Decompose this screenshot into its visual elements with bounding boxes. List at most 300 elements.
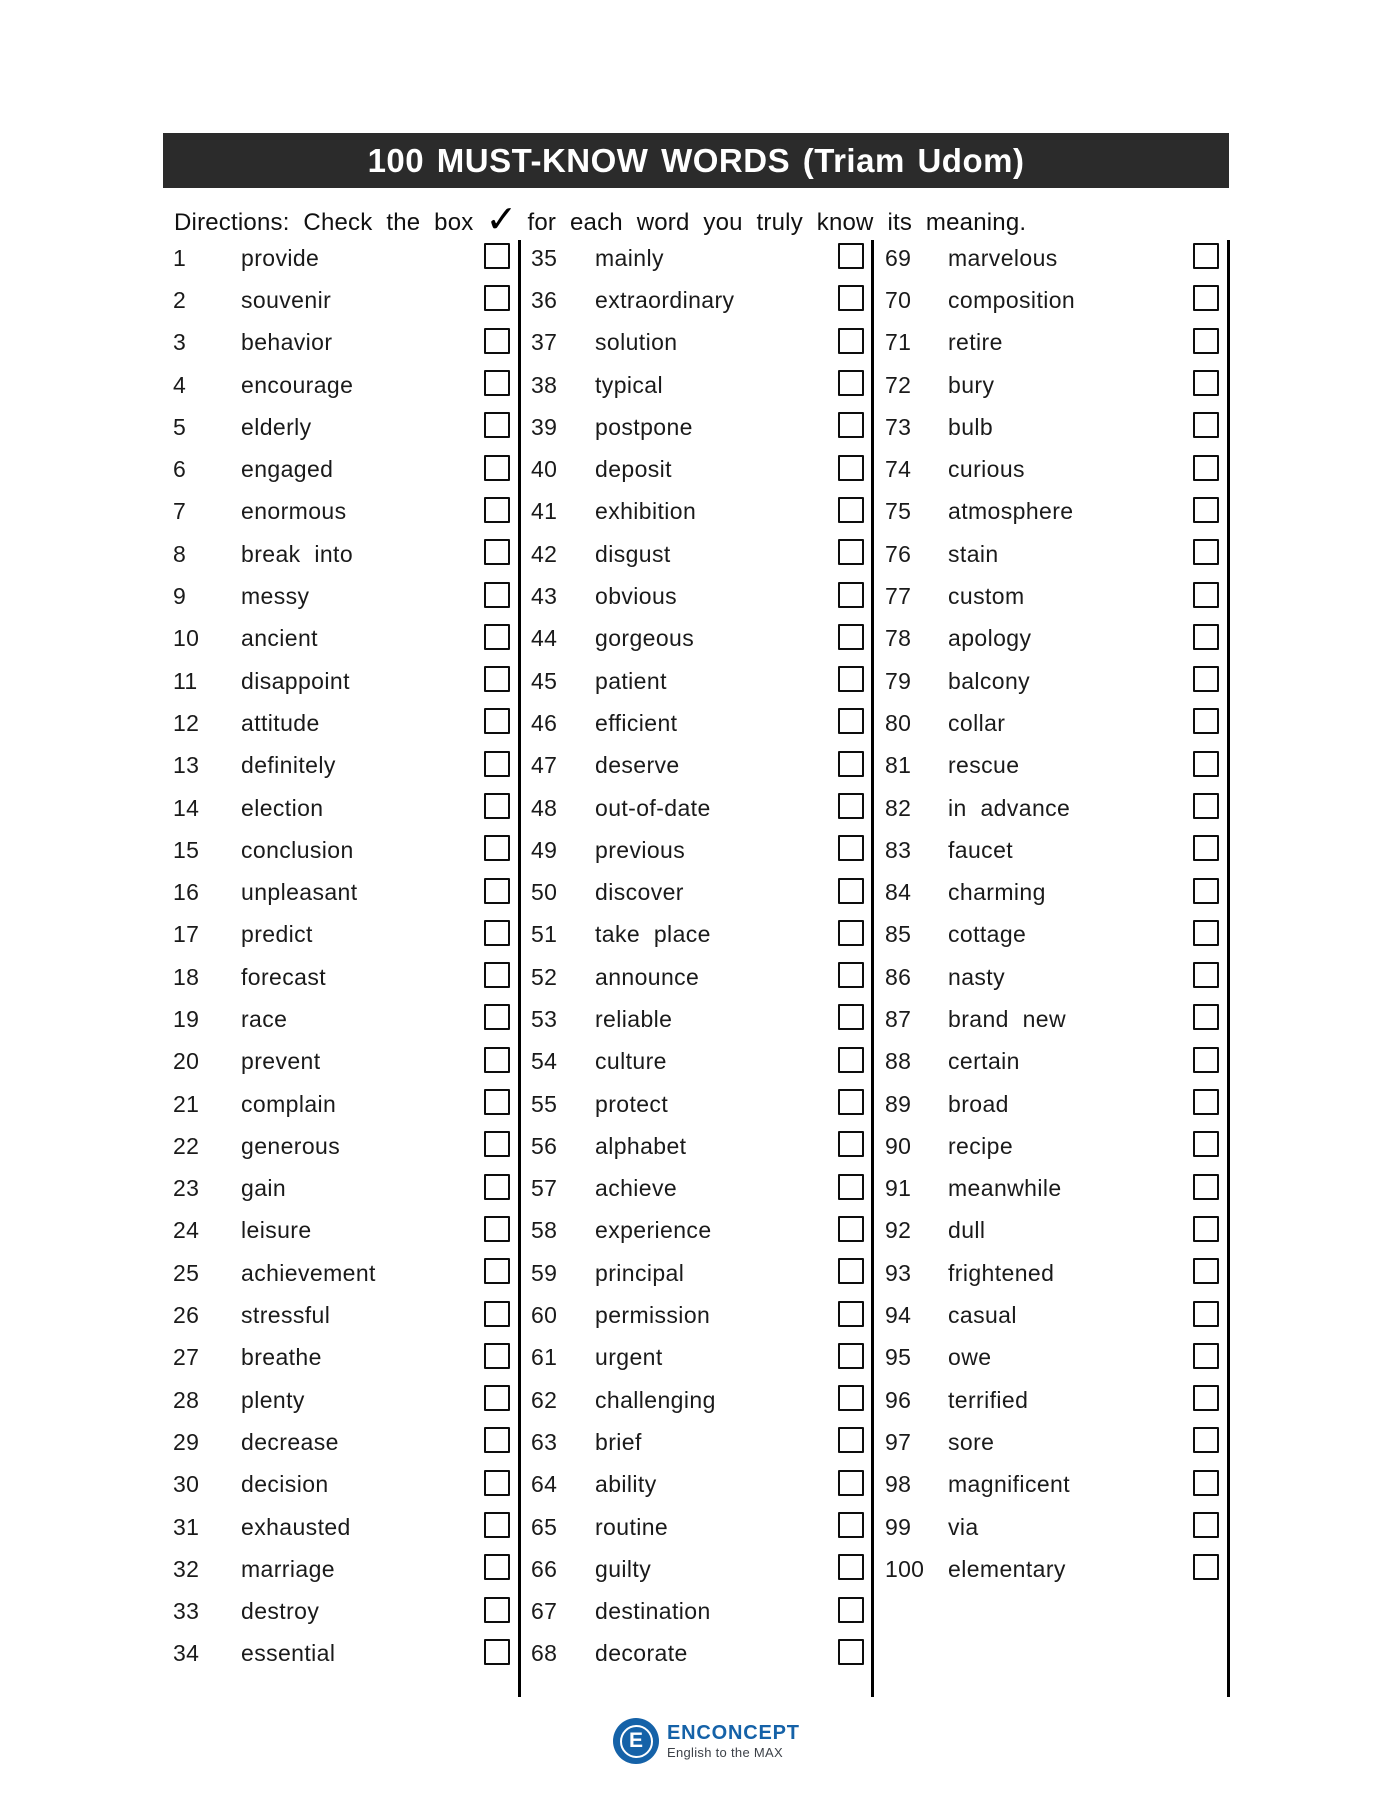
word-column-3 (885, 237, 1219, 1591)
word-checkbox[interactable] (838, 1047, 864, 1073)
word-row (173, 491, 510, 533)
word-number: 98 (885, 1471, 912, 1498)
word-label: deserve (595, 752, 680, 779)
word-label: recipe (948, 1132, 1014, 1159)
word-checkbox[interactable] (484, 1216, 510, 1242)
word-label: souvenir (241, 286, 332, 313)
word-number: 30 (173, 1471, 200, 1498)
word-number: 42 (531, 540, 558, 567)
word-row (173, 1421, 510, 1463)
word-row (173, 914, 510, 956)
word-checkbox[interactable] (1193, 1216, 1219, 1242)
word-label: ability (595, 1471, 657, 1498)
word-row (531, 1252, 864, 1294)
word-checkbox[interactable] (484, 1004, 510, 1030)
word-label: breathe (241, 1344, 322, 1371)
word-checkbox[interactable] (838, 1639, 864, 1665)
word-checkbox[interactable] (484, 370, 510, 396)
word-row (531, 829, 864, 871)
word-checkbox[interactable] (838, 835, 864, 861)
word-number: 27 (173, 1344, 200, 1371)
word-checkbox[interactable] (484, 835, 510, 861)
word-checkbox[interactable] (484, 1639, 510, 1665)
word-checkbox[interactable] (838, 1554, 864, 1580)
word-label: routine (595, 1513, 669, 1540)
word-row (531, 491, 864, 533)
word-number: 49 (531, 836, 558, 863)
word-row (885, 787, 1219, 829)
word-checkbox[interactable] (1193, 751, 1219, 777)
word-checkbox[interactable] (838, 1004, 864, 1030)
word-label: in advance (948, 794, 1071, 821)
word-label: conclusion (241, 836, 354, 863)
word-row (885, 448, 1219, 490)
enconcept-logo (613, 1718, 800, 1764)
word-label: announce (595, 963, 700, 990)
word-label: disgust (595, 540, 671, 567)
word-row (885, 1337, 1219, 1379)
word-number: 3 (173, 329, 187, 356)
word-checkbox[interactable] (1193, 243, 1219, 269)
word-row (531, 279, 864, 321)
word-number: 32 (173, 1555, 200, 1582)
word-checkbox[interactable] (1193, 1427, 1219, 1453)
word-checkbox[interactable] (838, 1427, 864, 1453)
word-checkbox[interactable] (838, 582, 864, 608)
word-number: 29 (173, 1428, 200, 1455)
word-row (885, 1548, 1219, 1590)
word-label: prevent (241, 1048, 321, 1075)
word-row (531, 787, 864, 829)
word-checkbox[interactable] (484, 624, 510, 650)
word-label: destroy (241, 1598, 320, 1625)
word-row (173, 448, 510, 490)
word-number: 77 (885, 583, 912, 610)
word-row (885, 322, 1219, 364)
word-number: 23 (173, 1175, 200, 1202)
word-number: 72 (885, 371, 912, 398)
word-number: 74 (885, 456, 912, 483)
word-checkbox[interactable] (484, 962, 510, 988)
word-checkbox[interactable] (484, 1174, 510, 1200)
word-row (173, 1168, 510, 1210)
word-checkbox[interactable] (838, 624, 864, 650)
word-checkbox[interactable] (1193, 1174, 1219, 1200)
word-number: 55 (531, 1090, 558, 1117)
word-number: 43 (531, 583, 558, 610)
word-number: 67 (531, 1598, 558, 1625)
word-checkbox[interactable] (1193, 412, 1219, 438)
word-number: 41 (531, 498, 558, 525)
word-checkbox[interactable] (1193, 1385, 1219, 1411)
word-row (173, 1506, 510, 1548)
word-checkbox[interactable] (838, 1258, 864, 1284)
word-checkbox[interactable] (1193, 370, 1219, 396)
word-number: 75 (885, 498, 912, 525)
word-checkbox[interactable] (484, 1047, 510, 1073)
word-checkbox[interactable] (484, 455, 510, 481)
word-row (885, 237, 1219, 279)
word-checkbox[interactable] (484, 1089, 510, 1115)
word-label: rescue (948, 752, 1020, 779)
word-label: bulb (948, 413, 994, 440)
word-checkbox[interactable] (484, 666, 510, 692)
word-checkbox[interactable] (484, 793, 510, 819)
word-number: 71 (885, 329, 912, 356)
word-label: sore (948, 1428, 995, 1455)
word-row (531, 998, 864, 1040)
word-row (885, 956, 1219, 998)
word-number: 52 (531, 963, 558, 990)
word-checkbox[interactable] (484, 1470, 510, 1496)
word-number: 54 (531, 1048, 558, 1075)
word-number: 21 (173, 1090, 200, 1117)
word-row (173, 279, 510, 321)
word-checkbox[interactable] (484, 1554, 510, 1580)
word-row (173, 575, 510, 617)
word-label: mainly (595, 244, 664, 271)
word-number: 11 (173, 667, 198, 694)
word-number: 48 (531, 794, 558, 821)
word-number: 65 (531, 1513, 558, 1540)
word-checkbox[interactable] (1193, 497, 1219, 523)
word-row (173, 1210, 510, 1252)
word-row (885, 871, 1219, 913)
word-checkbox[interactable] (484, 497, 510, 523)
word-row (173, 829, 510, 871)
word-label: deposit (595, 456, 672, 483)
word-number: 79 (885, 667, 912, 694)
word-checkbox[interactable] (484, 1385, 510, 1411)
word-row (885, 702, 1219, 744)
word-checkbox[interactable] (1193, 1554, 1219, 1580)
word-label: plenty (241, 1386, 305, 1413)
enconcept-tagline: English to the MAX (667, 1744, 783, 1760)
word-checkbox[interactable] (838, 1385, 864, 1411)
word-label: decorate (595, 1640, 688, 1667)
word-row (173, 533, 510, 575)
word-label: stain (948, 540, 999, 567)
word-number: 13 (173, 752, 200, 779)
word-row (885, 491, 1219, 533)
word-number: 36 (531, 286, 558, 313)
word-checkbox[interactable] (1193, 666, 1219, 692)
word-checkbox[interactable] (838, 920, 864, 946)
word-number: 68 (531, 1640, 558, 1667)
word-checkbox[interactable] (1193, 624, 1219, 650)
word-checkbox[interactable] (838, 243, 864, 269)
word-label: nasty (948, 963, 1005, 990)
word-column-2 (531, 237, 864, 1675)
word-label: solution (595, 329, 678, 356)
word-row (885, 1041, 1219, 1083)
word-checkbox[interactable] (484, 1597, 510, 1623)
word-number: 12 (173, 709, 200, 736)
word-label: forecast (241, 963, 327, 990)
word-label: enormous (241, 498, 347, 525)
word-number: 90 (885, 1132, 912, 1159)
word-number: 93 (885, 1259, 912, 1286)
word-row (885, 1168, 1219, 1210)
word-number: 62 (531, 1386, 558, 1413)
word-label: efficient (595, 709, 678, 736)
word-row (885, 364, 1219, 406)
word-number: 95 (885, 1344, 912, 1371)
word-row (885, 1464, 1219, 1506)
word-checkbox[interactable] (1193, 1343, 1219, 1369)
word-checkbox[interactable] (1193, 793, 1219, 819)
word-row (531, 956, 864, 998)
word-row (885, 660, 1219, 702)
word-checkbox[interactable] (1193, 285, 1219, 311)
word-label: definitely (241, 752, 336, 779)
word-label: dull (948, 1217, 986, 1244)
word-checkbox[interactable] (1193, 920, 1219, 946)
enconcept-brand-name: ENCONCEPT (667, 1721, 800, 1744)
word-checkbox[interactable] (838, 962, 864, 988)
word-checkbox[interactable] (838, 708, 864, 734)
word-row (531, 1210, 864, 1252)
word-checkbox[interactable] (838, 1216, 864, 1242)
word-label: reliable (595, 1005, 673, 1032)
word-checkbox[interactable] (484, 920, 510, 946)
word-checkbox[interactable] (838, 878, 864, 904)
word-checkbox[interactable] (484, 582, 510, 608)
word-row (173, 1591, 510, 1633)
word-label: postpone (595, 413, 693, 440)
word-checkbox[interactable] (838, 1301, 864, 1327)
word-checkbox[interactable] (838, 793, 864, 819)
column-divider (518, 240, 521, 1697)
word-number: 47 (531, 752, 558, 779)
word-row (531, 1337, 864, 1379)
word-checkbox[interactable] (1193, 708, 1219, 734)
word-number: 50 (531, 879, 558, 906)
word-row (173, 956, 510, 998)
word-row (885, 279, 1219, 321)
word-row (531, 871, 864, 913)
word-checkbox[interactable] (1193, 1089, 1219, 1115)
word-checkbox[interactable] (838, 455, 864, 481)
word-checkbox[interactable] (838, 1174, 864, 1200)
word-label: complain (241, 1090, 337, 1117)
word-label: principal (595, 1259, 685, 1286)
word-label: exhausted (241, 1513, 351, 1540)
word-label: brand new (948, 1005, 1067, 1032)
word-row (173, 702, 510, 744)
word-row (531, 448, 864, 490)
word-checkbox[interactable] (484, 539, 510, 565)
word-row (173, 1548, 510, 1590)
word-label: patient (595, 667, 667, 694)
word-number: 70 (885, 286, 912, 313)
word-label: broad (948, 1090, 1009, 1117)
word-label: stressful (241, 1302, 331, 1329)
word-checkbox[interactable] (838, 1470, 864, 1496)
word-number: 63 (531, 1428, 558, 1455)
word-row (885, 1379, 1219, 1421)
word-number: 83 (885, 836, 912, 863)
word-row (531, 533, 864, 575)
word-checkbox[interactable] (1193, 455, 1219, 481)
word-number: 28 (173, 1386, 200, 1413)
word-number: 87 (885, 1005, 912, 1032)
word-checkbox[interactable] (484, 285, 510, 311)
word-label: break into (241, 540, 354, 567)
word-number: 61 (531, 1344, 558, 1371)
word-label: messy (241, 583, 310, 610)
word-checkbox[interactable] (838, 1089, 864, 1115)
word-checkbox[interactable] (484, 708, 510, 734)
word-label: challenging (595, 1386, 716, 1413)
word-row (531, 1041, 864, 1083)
word-checkbox[interactable] (838, 1343, 864, 1369)
word-column-1 (173, 237, 510, 1675)
word-row (885, 1294, 1219, 1336)
word-row (885, 914, 1219, 956)
word-row (173, 364, 510, 406)
word-checkbox[interactable] (838, 370, 864, 396)
word-checkbox[interactable] (484, 1301, 510, 1327)
word-number: 39 (531, 413, 558, 440)
word-checkbox[interactable] (838, 1512, 864, 1538)
word-row (173, 1125, 510, 1167)
word-row (173, 1379, 510, 1421)
word-number: 57 (531, 1175, 558, 1202)
word-number: 4 (173, 371, 187, 398)
word-label: frightened (948, 1259, 1055, 1286)
word-row (173, 1337, 510, 1379)
word-number: 19 (173, 1005, 200, 1032)
word-checkbox[interactable] (838, 539, 864, 565)
word-row (885, 406, 1219, 448)
word-row (173, 237, 510, 279)
word-row (531, 237, 864, 279)
word-number: 45 (531, 667, 558, 694)
word-checkbox[interactable] (1193, 878, 1219, 904)
word-label: terrified (948, 1386, 1029, 1413)
word-number: 7 (173, 498, 187, 525)
word-checkbox[interactable] (1193, 1258, 1219, 1284)
word-label: achievement (241, 1259, 376, 1286)
word-checkbox[interactable] (1193, 835, 1219, 861)
word-checkbox[interactable] (484, 878, 510, 904)
column-divider (1227, 240, 1230, 1697)
word-checkbox[interactable] (838, 328, 864, 354)
word-row (885, 829, 1219, 871)
word-row (531, 1464, 864, 1506)
word-label: guilty (595, 1555, 652, 1582)
word-checkbox[interactable] (838, 497, 864, 523)
word-checkbox[interactable] (484, 1343, 510, 1369)
word-label: discover (595, 879, 684, 906)
word-checkbox[interactable] (1193, 1512, 1219, 1538)
word-checkbox[interactable] (484, 1512, 510, 1538)
word-checkbox[interactable] (1193, 1004, 1219, 1030)
directions-text-before: Directions: Check the box (174, 208, 474, 236)
word-row (531, 745, 864, 787)
word-number: 31 (173, 1513, 200, 1540)
word-checkbox[interactable] (838, 1131, 864, 1157)
word-label: typical (595, 371, 663, 398)
word-label: curious (948, 456, 1025, 483)
word-number: 18 (173, 963, 200, 990)
word-label: exhibition (595, 498, 697, 525)
word-number: 34 (173, 1640, 200, 1667)
word-checkbox[interactable] (484, 328, 510, 354)
word-row (531, 914, 864, 956)
word-number: 91 (885, 1175, 912, 1202)
word-number: 46 (531, 709, 558, 736)
word-number: 17 (173, 921, 200, 948)
word-checkbox[interactable] (838, 666, 864, 692)
word-row (173, 1083, 510, 1125)
word-label: cottage (948, 921, 1027, 948)
word-checkbox[interactable] (484, 751, 510, 777)
word-row (173, 1633, 510, 1675)
word-checkbox[interactable] (1193, 1047, 1219, 1073)
word-checkbox[interactable] (1193, 962, 1219, 988)
word-checkbox[interactable] (484, 1258, 510, 1284)
word-number: 81 (885, 752, 912, 779)
word-row (531, 660, 864, 702)
word-checkbox[interactable] (484, 1131, 510, 1157)
word-checkbox[interactable] (838, 285, 864, 311)
word-number: 6 (173, 456, 187, 483)
word-number: 73 (885, 413, 912, 440)
word-checkbox[interactable] (484, 412, 510, 438)
word-number: 53 (531, 1005, 558, 1032)
word-number: 66 (531, 1555, 558, 1582)
word-row (531, 406, 864, 448)
word-label: via (948, 1513, 979, 1540)
enconcept-logo-icon (613, 1718, 659, 1764)
word-number: 86 (885, 963, 912, 990)
word-number: 33 (173, 1598, 200, 1625)
word-checkbox[interactable] (484, 1427, 510, 1453)
word-label: essential (241, 1640, 336, 1667)
word-checkbox[interactable] (838, 1597, 864, 1623)
word-label: generous (241, 1132, 341, 1159)
word-label: marriage (241, 1555, 335, 1582)
word-number: 59 (531, 1259, 558, 1286)
word-checkbox[interactable] (1193, 1301, 1219, 1327)
word-checkbox[interactable] (484, 243, 510, 269)
word-row (173, 745, 510, 787)
word-row (885, 1125, 1219, 1167)
word-number: 89 (885, 1090, 912, 1117)
word-row (531, 1591, 864, 1633)
word-label: magnificent (948, 1471, 1071, 1498)
word-label: take place (595, 921, 711, 948)
word-checkbox[interactable] (1193, 1131, 1219, 1157)
word-row (885, 1506, 1219, 1548)
word-checkbox[interactable] (1193, 582, 1219, 608)
word-row (531, 702, 864, 744)
word-number: 35 (531, 244, 558, 271)
word-checkbox[interactable] (1193, 1470, 1219, 1496)
word-number: 25 (173, 1259, 200, 1286)
word-label: balcony (948, 667, 1031, 694)
word-checkbox[interactable] (838, 412, 864, 438)
word-number: 1 (173, 244, 187, 271)
word-row (885, 1421, 1219, 1463)
word-number: 5 (173, 413, 187, 440)
word-checkbox[interactable] (1193, 328, 1219, 354)
word-checkbox[interactable] (838, 751, 864, 777)
word-checkbox[interactable] (1193, 539, 1219, 565)
word-row (173, 1294, 510, 1336)
